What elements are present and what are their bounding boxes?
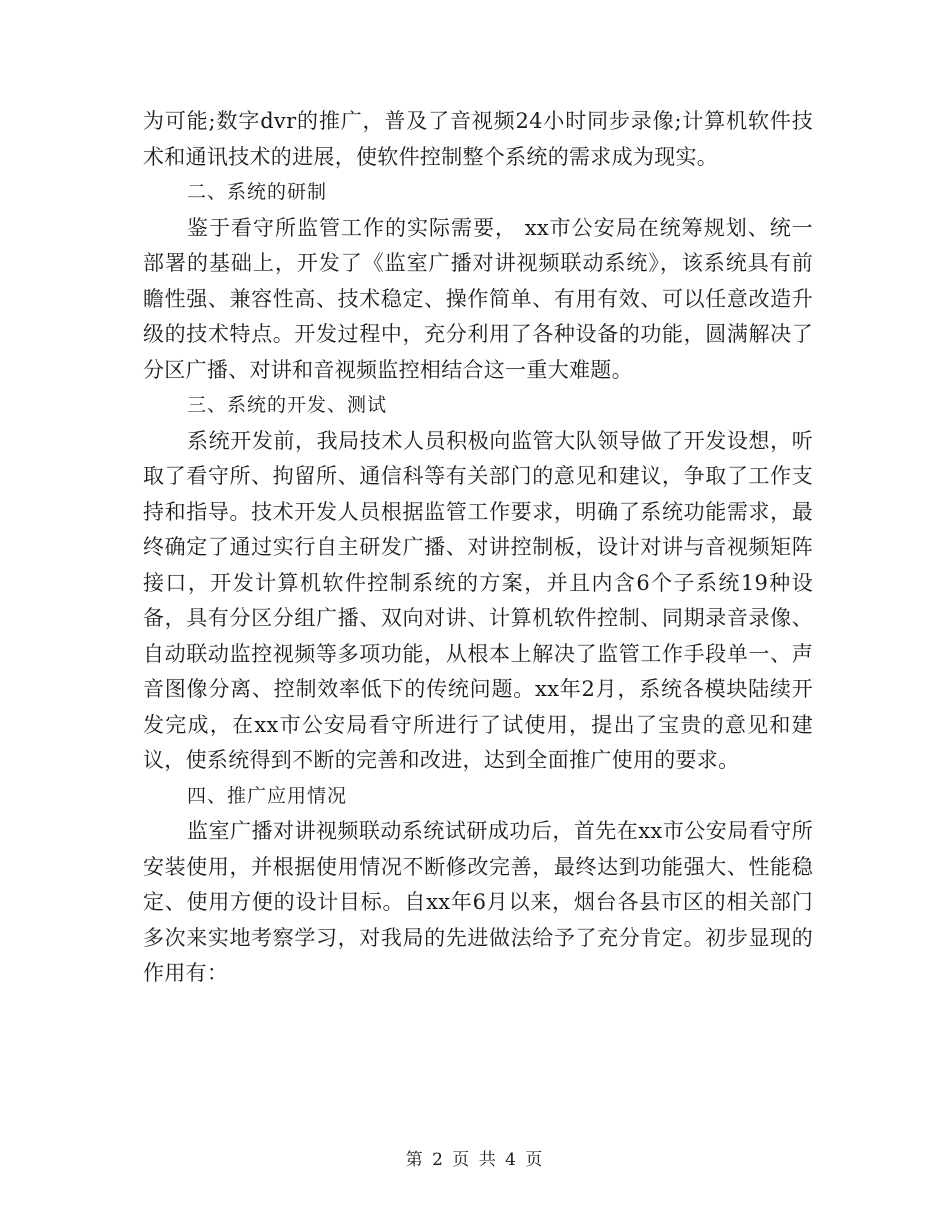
section-heading: 二、系统的研制: [187, 181, 328, 203]
paragraph: 为可能;数字dvr的推广，普及了音视频24小时同步录像;计算机软件技术和通讯技术的进展，使软件控制整个系统的需求成为现实。: [143, 109, 813, 169]
document-body: [143, 104, 813, 992]
page-number-footer: 第 2 页 共 4 页: [405, 1150, 545, 1170]
paragraph: 监室广播对讲视频联动系统试研成功后，首先在xx市公安局看守所安装使用，并根据使用情况不断修改完善，最终达到功能强大、性能稳定、使用方便的设计目标。自xx年6月以来，烟台各县市区的相关部门多次来实地考察学习，对我局的先进做法给予了充分肯定。初步显现的作用有：: [143, 819, 813, 985]
paragraph: 鉴于看守所监管工作的实际需要， xx市公安局在统筹规划、统一部署的基础上，开发了《监室广播对讲视频联动系统》，该系统具有前瞻性强、兼容性高、技术稳定、操作简单、有用有效、可以任意改造升级的技术特点。开发过程中，充分利用了各种设备的功能，圆满解决了分区广播、对讲和音视频监控相结合这一重大难题。: [143, 215, 813, 382]
section-heading: 四、推广应用情况: [187, 784, 348, 807]
section-heading: 三、系统的开发、测试: [187, 394, 388, 416]
paragraph: 系统开发前，我局技术人员积极向监管大队领导做了开发设想，听取了看守所、拘留所、通信科等有关部门的意见和建议，争取了工作支持和指导。技术开发人员根据监管工作要求，明确了系统功能需求，最终确定了通过实行自主研发广播、对讲控制板，设计对讲与音视频矩阵接口，开发计算机软件控制系统的方案，并且内含6个子系统19种设备，具有分区分组广播、双向对讲、计算机软件控制、同期录音录像、自动联动监控视频等多项功能，从根本上解决了监管工作手段单一、声音图像分离、控制效率低下的传统问题。xx年2月，系统各模块陆续开发完成，在xx市公安局看守所进行了试使用，提出了宝贵的意见和建议，使系统得到不断的完善和改进，达到全面推广使用的要求。: [143, 428, 813, 772]
